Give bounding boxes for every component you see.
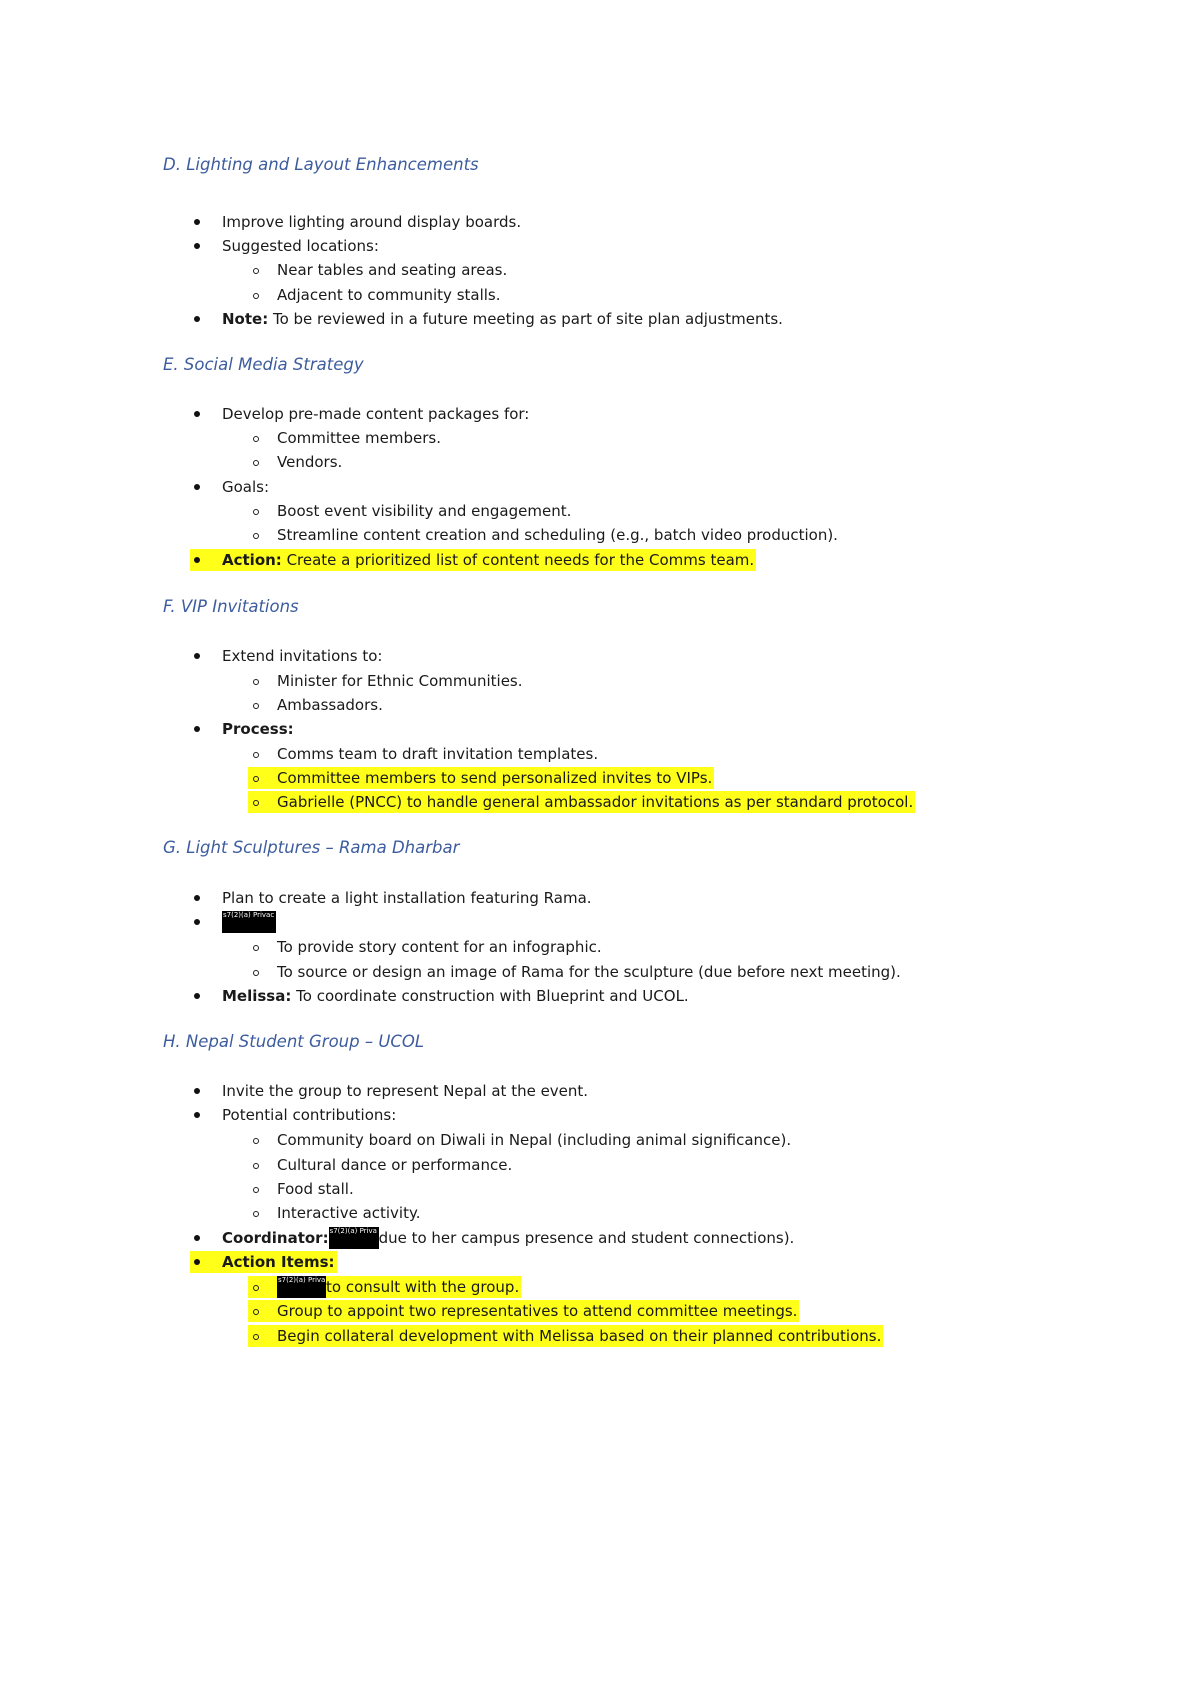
list-item-text: Suggested locations: [222,237,379,255]
list-item [190,985,689,1007]
circle-bullet-icon [248,1129,277,1151]
sub-list-item [248,670,523,692]
sub-list-item [248,500,571,522]
circle-bullet-icon [248,670,277,692]
section-heading-d: D. Lighting and Layout Enhancements [163,155,479,174]
action-label: Action: [222,551,282,569]
bullet-icon [190,645,222,667]
circle-bullet-icon [248,936,277,958]
circle-bullet-icon [248,1276,277,1298]
circle-bullet-icon [248,451,277,473]
sub-list-item [248,524,838,546]
sub-list-item-text: Begin collateral development with Melissa based on their planned contributions. [277,1327,882,1345]
list-item [190,1104,396,1126]
list-item [190,645,382,667]
sub-list-item-highlighted [248,767,714,789]
sub-list-item-text: Near tables and seating areas. [277,261,508,279]
sub-list-item-text: Group to appoint two representatives to attend committee meetings. [277,1302,798,1320]
bullet-icon [190,985,222,1007]
sub-list-item-text: Interactive activity. [277,1204,421,1222]
circle-bullet-icon [248,284,277,306]
sub-list-item-highlighted [248,1325,883,1347]
bullet-icon [190,403,222,425]
coordinator-text: due to her campus presence and student connections). [378,1229,795,1247]
bullet-icon [190,1080,222,1102]
circle-bullet-icon [248,524,277,546]
circle-bullet-icon [248,1202,277,1224]
sub-list-item [248,961,901,983]
circle-bullet-icon [248,500,277,522]
coordinator-label: Coordinator: [222,1229,329,1247]
list-item [190,1227,794,1249]
list-item [190,235,379,257]
action-item-highlighted [190,549,756,571]
sub-list-item [248,1154,512,1176]
section-heading-e: E. Social Media Strategy [163,355,364,374]
sub-list-item [248,1202,421,1224]
circle-bullet-icon [248,1300,277,1322]
circle-bullet-icon [248,1178,277,1200]
section-heading-h: H. Nepal Student Group – UCOL [163,1032,425,1051]
circle-bullet-icon [248,259,277,281]
sub-list-item-highlighted [248,791,915,813]
redaction-block: s7(2)(a) Priva [277,1276,326,1298]
section-heading-g: G. Light Sculptures – Rama Dharbar [163,838,460,857]
sub-list-item [248,936,602,958]
sub-list-item [248,694,383,716]
list-item [190,1080,588,1102]
sub-list-item-text: Committee members. [277,429,441,447]
list-item [190,211,521,233]
list-item-text: Develop pre-made content packages for: [222,405,530,423]
section-heading-f: F. VIP Invitations [163,597,299,616]
sub-list-item-text: Food stall. [277,1180,354,1198]
note-label: Note: [222,310,269,328]
sub-list-item-text: Community board on Diwali in Nepal (including animal significance). [277,1131,792,1149]
action-text: Create a prioritized list of content needs for the Comms team. [281,551,755,569]
list-item-text: Extend invitations to: [222,647,383,665]
sub-list-item-highlighted [248,1276,521,1298]
circle-bullet-icon [248,743,277,765]
bullet-icon [190,476,222,498]
sub-list-item-text: To provide story content for an infographic. [277,938,602,956]
sub-list-item-text: Adjacent to community stalls. [277,286,501,304]
bullet-icon [190,549,222,571]
sub-list-item-text: Gabrielle (PNCC) to handle general ambassador invitations as per standard protocol. [277,793,914,811]
sub-list-item-text: Boost event visibility and engagement. [277,502,572,520]
list-item [190,911,276,933]
bullet-icon [190,1104,222,1126]
list-item-text: Invite the group to represent Nepal at the event. [222,1082,589,1100]
bullet-icon [190,718,222,740]
sub-list-item [248,451,342,473]
list-item-text: Improve lighting around display boards. [222,213,522,231]
sub-list-item-highlighted [248,1300,799,1322]
process-label: Process: [222,720,294,738]
circle-bullet-icon [248,767,277,789]
sub-list-item-text: Ambassadors. [277,696,383,714]
sub-list-item-text: To source or design an image of Rama for the sculpture (due before next meeting). [277,963,901,981]
action-item-highlighted [190,1251,337,1273]
bullet-icon [190,1251,222,1273]
bullet-icon [190,1227,222,1249]
note-text: To be reviewed in a future meeting as part of site plan adjustments. [268,310,783,328]
list-item-text: Potential contributions: [222,1106,397,1124]
circle-bullet-icon [248,961,277,983]
bullet-icon [190,211,222,233]
sub-list-item [248,427,441,449]
melissa-text: To coordinate construction with Blueprint and UCOL. [291,987,689,1005]
sub-list-item [248,1129,791,1151]
circle-bullet-icon [248,791,277,813]
circle-bullet-icon [248,1154,277,1176]
sub-list-item-text: Minister for Ethnic Communities. [277,672,523,690]
sub-list-item-text: Streamline content creation and scheduling (e.g., batch video production). [277,526,838,544]
sub-list-item-text: Vendors. [277,453,343,471]
sub-list-item-text: Comms team to draft invitation templates. [277,745,599,763]
list-item [190,887,592,909]
bullet-icon [190,235,222,257]
list-item [190,308,783,330]
sub-list-item [248,284,501,306]
circle-bullet-icon [248,694,277,716]
bullet-icon [190,887,222,909]
sub-list-item-text: to consult with the group. [326,1278,520,1296]
circle-bullet-icon [248,1325,277,1347]
sub-list-item [248,1178,354,1200]
melissa-label: Melissa: [222,987,292,1005]
redaction-block: s7(2)(a) Priva [329,1227,379,1249]
bullet-icon [190,911,222,933]
bullet-icon [190,308,222,330]
list-item [190,403,529,425]
list-item [190,718,294,740]
action-items-label: Action Items: [222,1253,335,1271]
sub-list-item [248,743,598,765]
list-item [190,476,269,498]
circle-bullet-icon [248,427,277,449]
sub-list-item-text: Cultural dance or performance. [277,1156,513,1174]
sub-list-item-text: Committee members to send personalized invites to VIPs. [277,769,713,787]
list-item-text: Plan to create a light installation featuring Rama. [222,889,592,907]
sub-list-item [248,259,507,281]
redaction-block: s7(2)(a) Privac [222,911,276,933]
list-item-text: Goals: [222,478,270,496]
